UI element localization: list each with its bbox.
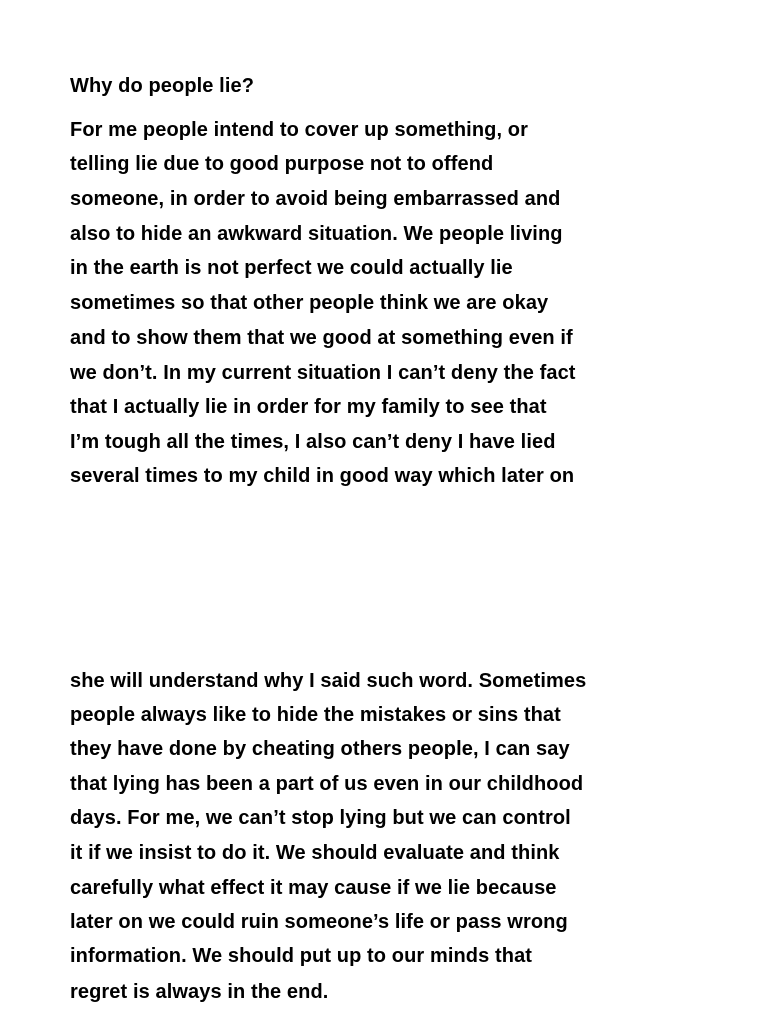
paragraph-line: sometimes so that other people think we are okay (70, 292, 549, 314)
paragraph-line: telling lie due to good purpose not to offend (70, 153, 494, 175)
paragraph-line: I’m tough all the times, I also can’t deny I have lied (70, 431, 556, 453)
paragraph-line: later on we could ruin someone’s life or pass wrong (70, 911, 568, 933)
paragraph-line: information. We should put up to our minds that (70, 945, 533, 967)
paragraph-line: we don’t. In my current situation I can’t deny the fact (70, 362, 576, 384)
paragraph-line: and to show them that we good at something even if (70, 327, 573, 349)
paragraph-line: she will understand why I said such word. Sometimes (70, 670, 587, 692)
paragraph-line: someone, in order to avoid being embarrassed and (70, 188, 561, 210)
paragraph-line: that I actually lie in order for my family to see that (70, 396, 547, 418)
paragraph-line: days. For me, we can’t stop lying but we can control (70, 807, 571, 829)
paragraph-line: they have done by cheating others people, I can say (70, 738, 570, 760)
paragraph-line: people always like to hide the mistakes or sins that (70, 704, 561, 726)
paragraph-line: also to hide an awkward situation. We people living (70, 223, 563, 245)
document-title: Why do people lie? (70, 75, 255, 97)
paragraph-line: For me people intend to cover up something, or (70, 119, 528, 141)
paragraph-line: regret is always in the end. (70, 981, 329, 1003)
paragraph-line: carefully what effect it may cause if we lie because (70, 877, 557, 899)
paragraph-line: in the earth is not perfect we could actually lie (70, 257, 513, 279)
paragraph-line: it if we insist to do it. We should evaluate and think (70, 842, 560, 864)
paragraph-line: several times to my child in good way which later on (70, 465, 575, 487)
paragraph-line: that lying has been a part of us even in our childhood (70, 773, 584, 795)
